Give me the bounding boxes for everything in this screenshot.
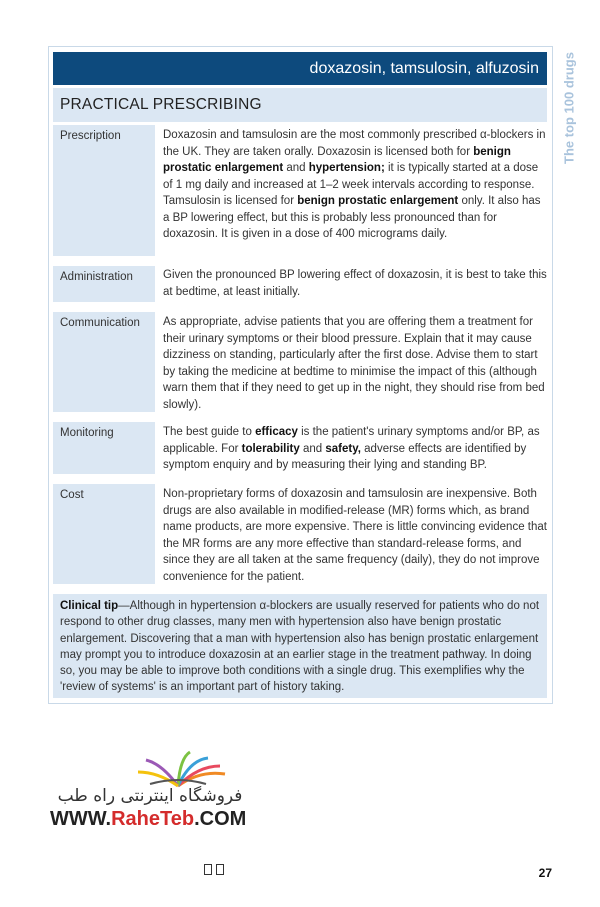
- body-text: and: [283, 162, 309, 174]
- row-label-cost: [53, 484, 155, 584]
- bookstore-url: [50, 808, 246, 831]
- row-body-prescription: [163, 127, 547, 243]
- body-text: Doxazosin and tamsulosin are the most commonly prescribed α-blockers in the UK. They are taken orally. Doxazosin is licensed both for: [163, 129, 546, 158]
- body-text: Non-proprietary forms of doxazosin and tamsulosin are inexpensive. Both drugs are also available in modified-release (MR) forms which, as brand name products, are more expensive. There is little convincing evidence that the MR forms are any more effective than standard-release forms, and since they are all taken at the same frequency (daily), they do not improve convenience for the patient.: [163, 488, 547, 583]
- drug-title: doxazosin, tamsulosin, alfuzosin: [309, 59, 539, 77]
- bold-term: efficacy: [255, 426, 298, 438]
- side-tab: [560, 48, 578, 168]
- page-number: 27: [538, 866, 552, 880]
- row-body-monitoring: [163, 424, 547, 474]
- url-prefix: WWW.: [50, 808, 112, 830]
- body-text: is the patient's urinary symptoms and/or BP, as applicable. For: [163, 426, 540, 455]
- row-label-communication: [53, 312, 155, 412]
- body-text: Given the pronounced BP lowering effect of doxazosin, it is best to take this at bedtime, at least initially.: [163, 269, 547, 298]
- row-body-administration: [163, 267, 547, 300]
- drug-title-bar: [53, 52, 547, 85]
- bookstore-name: فروشگاه اینترنتی راه طب: [57, 786, 243, 806]
- section-title: PRACTICAL PRESCRIBING: [60, 96, 262, 113]
- body-text: adverse effects are identified by symptom enquiry and by measuring their lying and standing BP.: [163, 442, 527, 471]
- body-text: only. It also has a BP lowering effect, but this is probably less pronounced than for doxazosin. It is given in a dose of 400 micrograms daily.: [163, 195, 541, 240]
- body-text: As appropriate, advise patients that you are offering them a treatment for their urinary symptoms or their blood pressure. Explain that it may cause dizziness on standing, particularly after the first dose. Advise them to start by taking the medicine at bedtime to minimise the impact of this (although warn them that if they need to get up in the night, they should rise from bed slowly).: [163, 316, 545, 411]
- side-tab-label: The top 100 drugs: [561, 52, 577, 164]
- body-text: it is typically started at a dose of 1 mg daily and increased at 1–2 week intervals according to response. Tamsulosin is licensed for: [163, 162, 539, 207]
- bold-term: benign prostatic enlargement: [297, 195, 459, 207]
- row-body-cost: [163, 486, 547, 585]
- bold-term: hypertension;: [308, 162, 385, 174]
- bold-term: benign prostatic enlargement: [163, 145, 511, 174]
- clinical-tip-text: —Although in hypertension α-blockers are usually reserved for patients who do not respond to other drug classes, many men with hypertension also have benign prostatic enlargement. Discovering that a man with hypertension also has benign prostatic enlargement may prompt you to introduce doxazosin at an earlier stage in the treatment pathway. In doing so, you may be able to improve both conditions with a single drug. This exemplifies why the 'review of systems' is an important part of history taking.: [60, 600, 540, 694]
- clinical-tip-box: [53, 594, 547, 698]
- missing-glyph-boxes: [204, 864, 224, 875]
- bold-term: safety,: [325, 442, 361, 455]
- row-label-text: Communication: [60, 317, 140, 329]
- section-heading: [53, 88, 547, 122]
- row-label-text: Prescription: [60, 130, 121, 142]
- row-label-monitoring: [53, 422, 155, 474]
- row-label-text: Cost: [60, 489, 84, 501]
- bold-term: tolerability: [241, 442, 300, 455]
- row-label-text: Administration: [60, 271, 133, 283]
- open-book-icon: [138, 752, 225, 786]
- clinical-tip-label: Clinical tip: [60, 600, 119, 612]
- row-label-text: Monitoring: [60, 427, 114, 439]
- row-label-prescription: [53, 125, 155, 256]
- row-body-communication: [163, 314, 547, 413]
- missing-glyph-icon: [204, 864, 212, 875]
- url-brand: RaheTeb: [111, 808, 195, 830]
- row-label-administration: [53, 266, 155, 302]
- url-suffix: .COM: [194, 808, 247, 830]
- body-text: and: [299, 442, 326, 455]
- body-text: The best guide to: [163, 426, 256, 438]
- missing-glyph-icon: [216, 864, 224, 875]
